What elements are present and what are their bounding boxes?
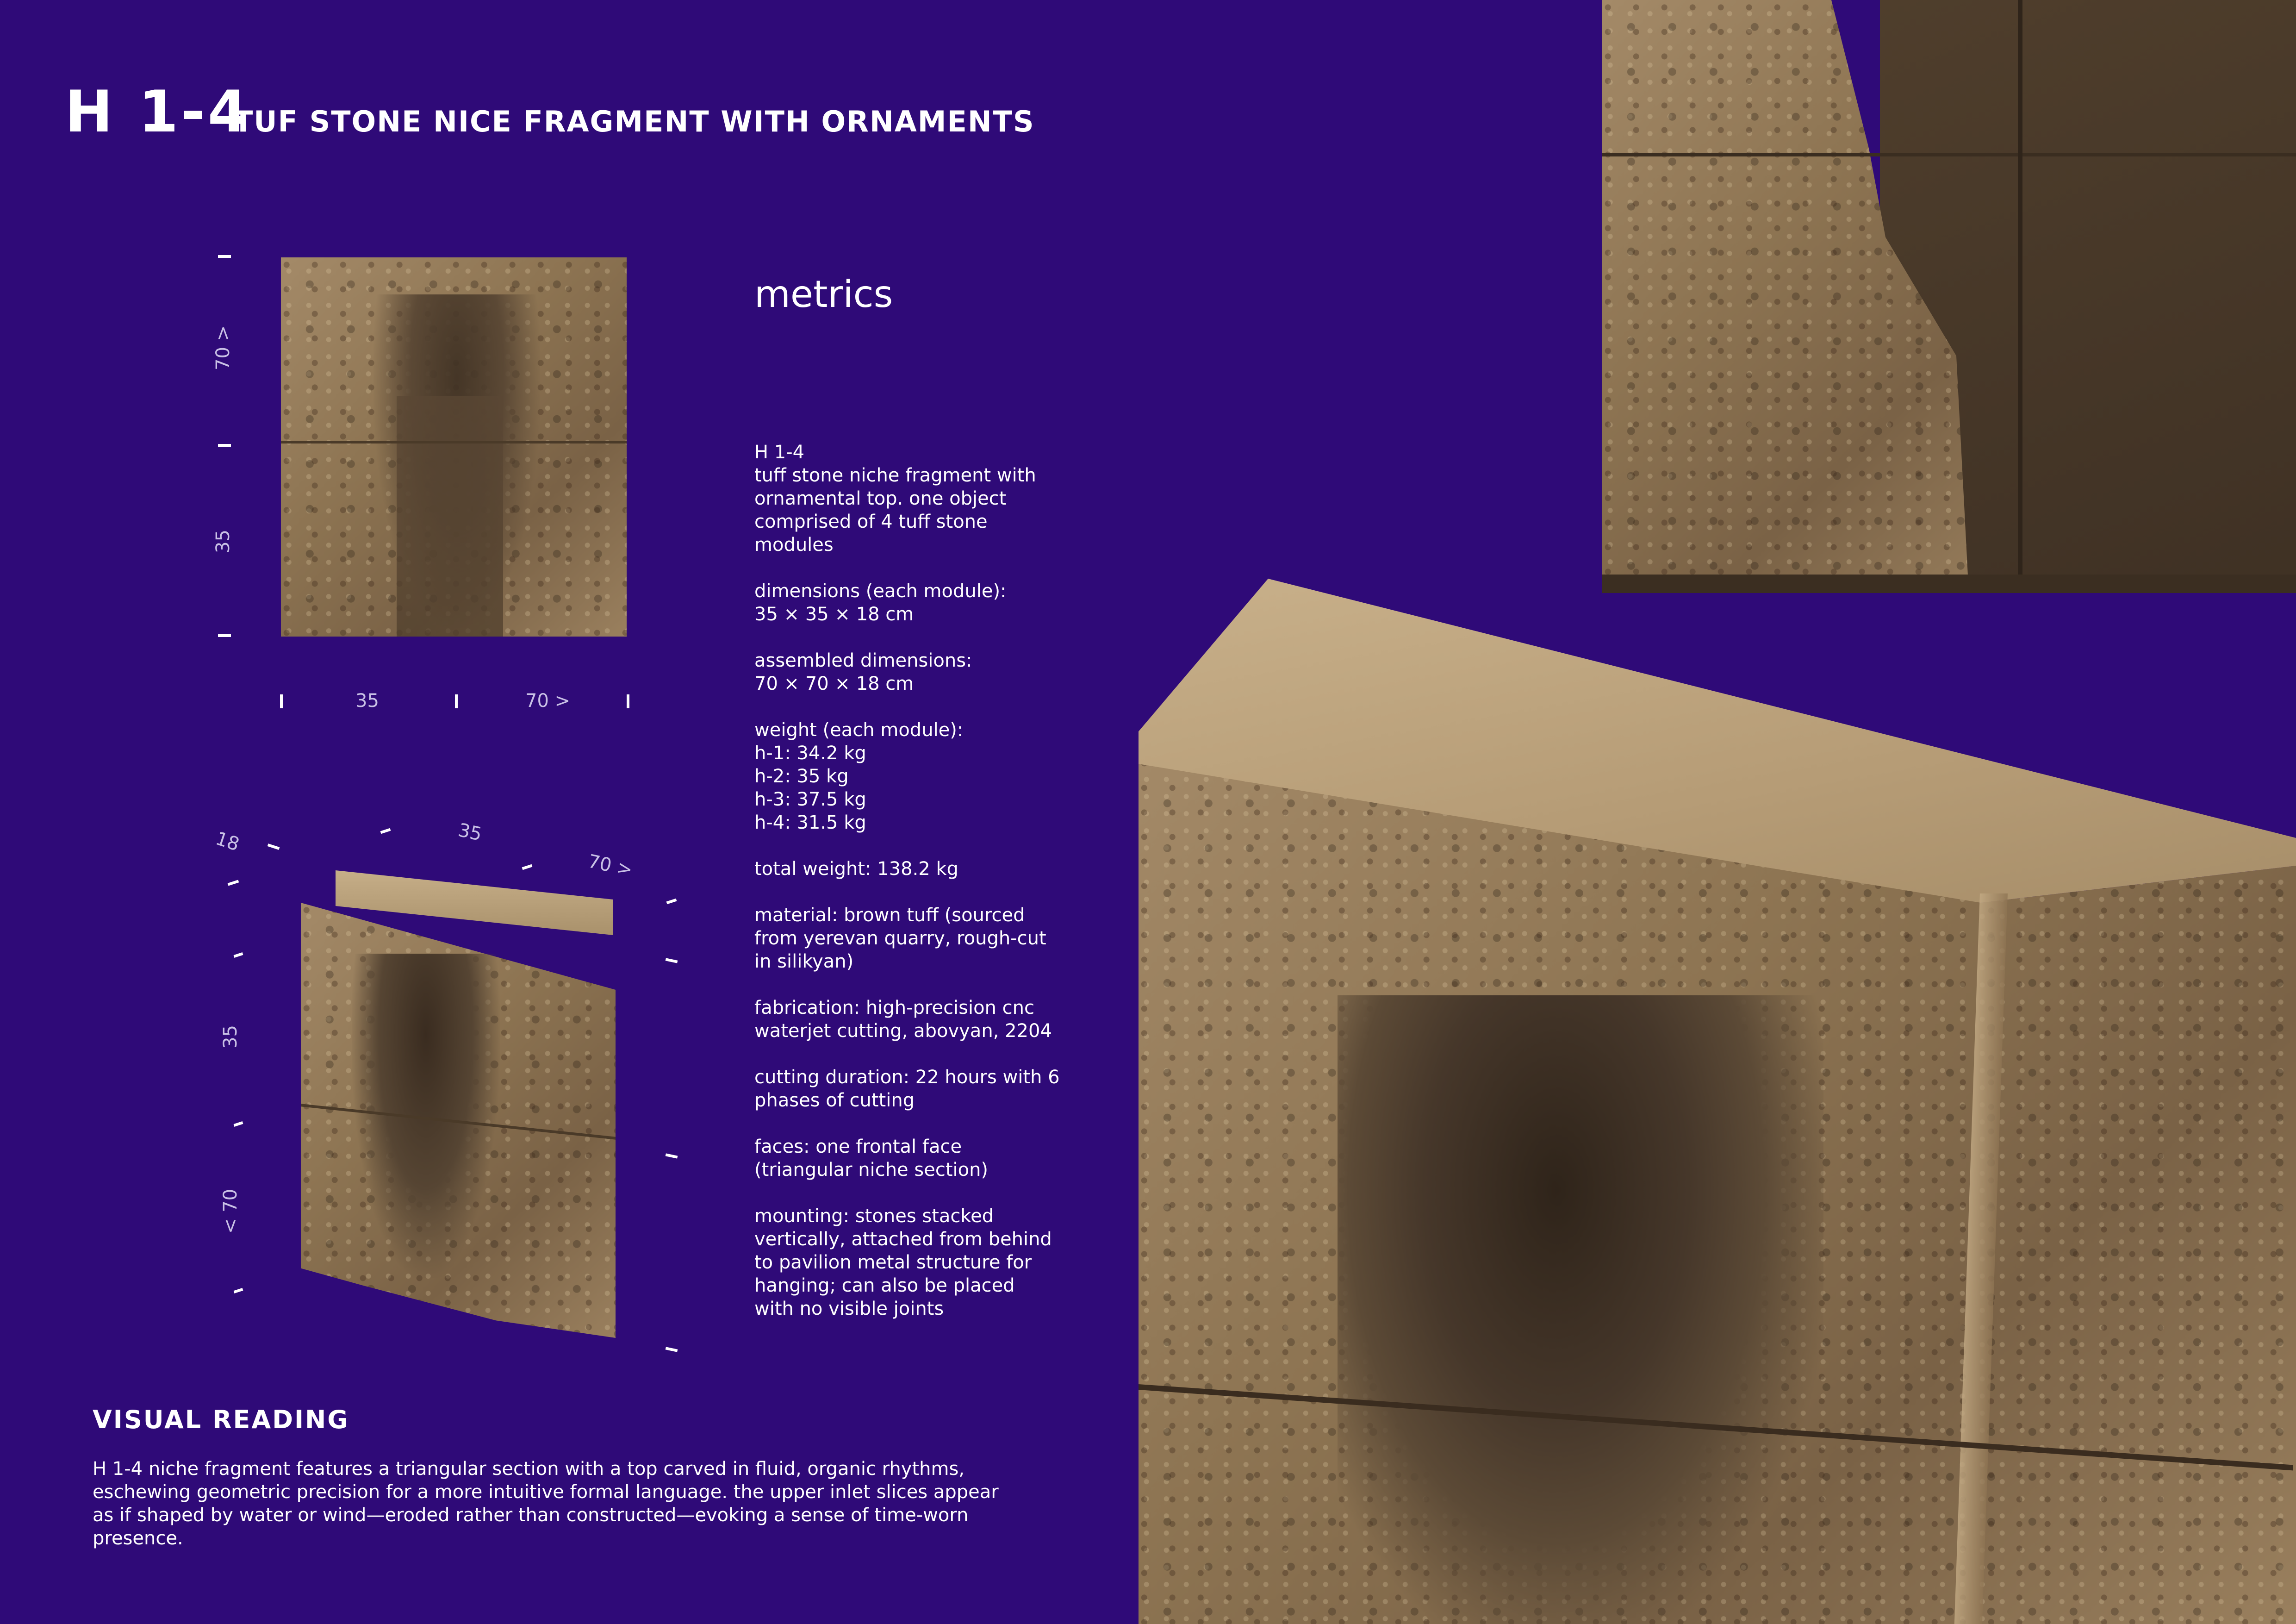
page-title: TUF STONE NICE FRAGMENT WITH ORNAMENTS [233, 105, 1035, 138]
iso-width-label-35: 35 [456, 819, 484, 845]
front-horizontal-label-35: 35 [355, 690, 379, 712]
metrics-list [754, 441, 1060, 1343]
dim-tick [268, 843, 280, 850]
spec-module-weights: weight (each module): h-1: 34.2 kg h-2: 35 kg h-3: 37.5 kg h-4: 31.5 kg [754, 719, 964, 833]
front-vertical-label-35: 35 [212, 530, 234, 553]
module-joint [281, 441, 627, 443]
dim-tick [280, 694, 283, 708]
visual-reading-heading: VISUAL READING [93, 1405, 349, 1434]
dim-tick [380, 828, 391, 834]
ornament-shadow [1338, 995, 1823, 1624]
spec-fabrication: fabrication: high-precision cnc waterjet cutting, abovyan, 2204 [754, 997, 1052, 1042]
dim-tick [666, 1347, 678, 1352]
detail-photo-large [1139, 579, 2296, 1624]
dim-tick [666, 899, 677, 905]
dim-tick [234, 1288, 243, 1293]
dim-tick [666, 1153, 678, 1158]
detail-photo-top [1602, 0, 2296, 593]
visual-reading-text: H 1-4 niche fragment features a triangular section with a top carved in fluid, organic rhythms, eschewing geometric precision for a more intuitive formal language. the upper inlet slices appear as if shaped by water or wind—eroded rather than constructed—evoking a sense of time-worn presence. [93, 1458, 999, 1549]
spec-description: H 1-4 tuff stone niche fragment with ornamental top. one object comprised of 4 tuff stone modules [754, 442, 1036, 556]
dim-tick [234, 1121, 243, 1127]
iso-height-label-35: 35 [220, 1025, 241, 1049]
niche-shadow [352, 954, 500, 1278]
dim-tick [218, 255, 231, 258]
spec-material: material: brown tuff (sourced from yerevan quarry, rough-cut in silikyan) [754, 905, 1046, 972]
spec-mounting: mounting: stones stacked vertically, attached from behind to pavilion metal structure for hanging; can also be placed with no visible joints [754, 1206, 1052, 1319]
dim-tick [218, 634, 231, 637]
spec-cutting-duration: cutting duration: 22 hours with 6 phases of cutting [754, 1067, 1060, 1111]
front-horizontal-label-70: 70 > [525, 690, 571, 712]
spec-assembled-dimensions: assembled dimensions: 70 × 70 × 18 cm [754, 650, 972, 694]
module-joint [1602, 153, 2296, 156]
spec-module-dimensions: dimensions (each module): 35 × 35 × 18 cm [754, 581, 1007, 625]
niche-recess [397, 396, 503, 637]
dim-tick [218, 444, 231, 447]
spec-faces: faces: one frontal face (triangular niche section) [754, 1136, 989, 1181]
dim-tick [234, 952, 243, 958]
metrics-heading: metrics [754, 273, 893, 316]
iso-view-image [301, 870, 616, 1338]
module-joint [2018, 0, 2022, 593]
dim-tick [522, 864, 533, 870]
iso-width-label-70: 70 > [586, 850, 635, 881]
dim-tick [455, 694, 458, 708]
iso-height-label-70: < 70 [220, 1188, 241, 1234]
spec-total-weight: total weight: 138.2 kg [754, 858, 959, 880]
front-vertical-label-70: 70 > [212, 325, 234, 370]
dim-tick [228, 880, 239, 886]
object-code: H 1-4 [65, 79, 250, 145]
dim-tick [666, 958, 678, 963]
iso-depth-label: 18 [213, 828, 242, 856]
dim-tick [627, 694, 629, 708]
front-view-image [281, 257, 627, 637]
